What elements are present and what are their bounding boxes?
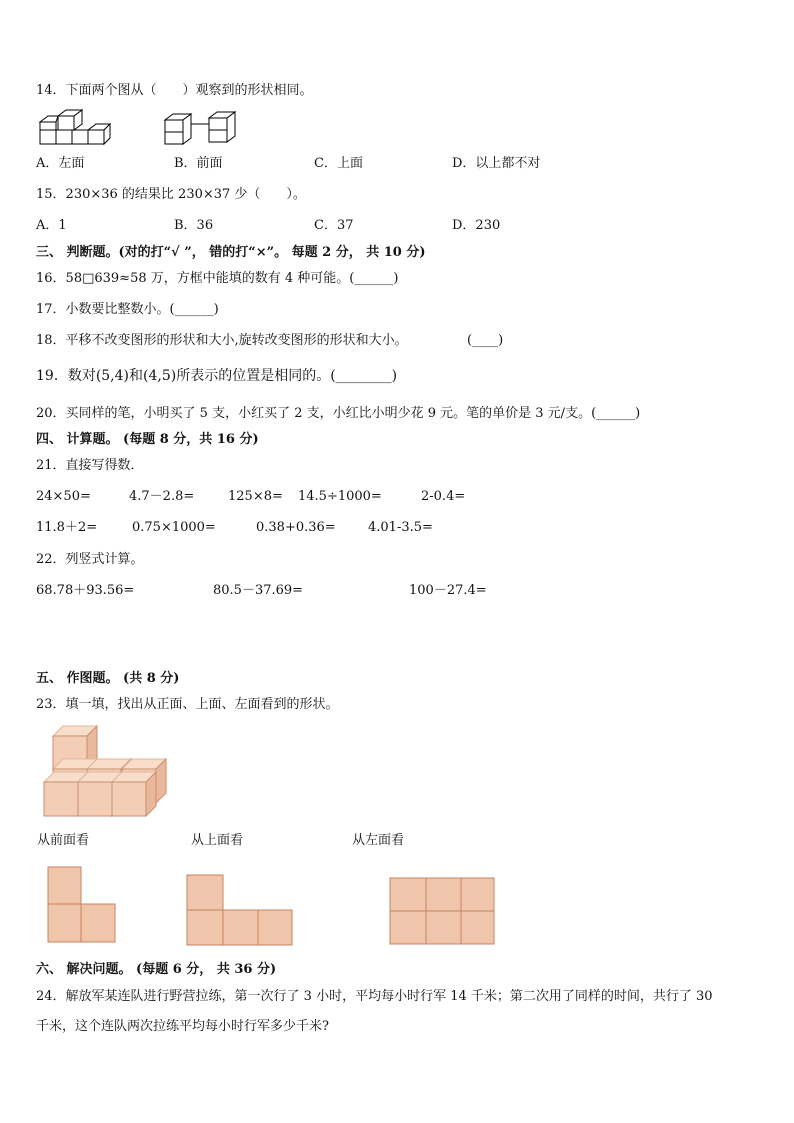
section-4-title: 四、 计算题。 (每题 8 分，共 16 分)	[36, 432, 259, 447]
q21-item: 11.8＋2=	[36, 520, 98, 535]
q15-option-c[interactable]: C．37	[314, 218, 354, 233]
q18-blank[interactable]: (____)	[467, 333, 504, 348]
q21-item: 2-0.4=	[421, 489, 466, 504]
q14-figure-left	[38, 110, 110, 148]
q17-text: 17．小数要比整数小。(______)	[36, 302, 219, 317]
q19-text: 19．数对(5,4)和(4,5)所表示的位置是相同的。(________)	[36, 368, 398, 384]
top-view-grid	[186, 874, 296, 948]
q14-option-a[interactable]: A．左面	[36, 156, 85, 171]
q14-option-d[interactable]: D．以上都不对	[452, 156, 541, 171]
q15-option-b[interactable]: B．36	[174, 218, 214, 233]
q21-item: 125×8=	[228, 489, 283, 504]
q21-stem: 21．直接写得数．	[36, 458, 144, 473]
q23-stem: 23．填一填，找出从正面、上面、左面看到的形状。	[36, 697, 339, 712]
q15-option-d[interactable]: D．230	[452, 218, 501, 233]
q14-figure-right	[163, 110, 239, 146]
section-5-title: 五、 作图题。 (共 8 分)	[36, 671, 180, 686]
view-label-left: 从左面看	[352, 833, 405, 848]
q21-item: 0.75×1000=	[132, 520, 216, 535]
q22-item: 80.5－37.69=	[213, 583, 304, 598]
q22-stem: 22．列竖式计算。	[36, 552, 144, 567]
q16-text: 16．58□639≈58 万，方框中能填的数有 4 种可能。(______)	[36, 271, 399, 286]
section-3-title: 三、 判断题。(对的打“√ ”， 错的打“×”。 每题 2 分， 共 10 分)	[36, 245, 426, 260]
q22-item: 100－27.4=	[409, 583, 487, 598]
left-view-grid	[389, 877, 499, 947]
q21-item: 14.5÷1000=	[298, 489, 382, 504]
q20-text: 20．买同样的笔，小明买了 5 支，小红买了 2 支，小红比小明少花 9 元。笔的单价是 3 元/支。(______)	[36, 406, 641, 421]
q24-line1: 24．解放军某连队进行野营拉练，第一次行了 3 小时，平均每小时行军 14 千米；第二次用了同样的时间，共行了 30	[36, 989, 713, 1004]
q14-stem: 14．下面两个图从（ ）观察到的形状相同。	[36, 83, 313, 98]
q22-item: 68.78＋93.56=	[36, 583, 135, 598]
q14-option-c[interactable]: C．上面	[314, 156, 363, 171]
q15-option-a[interactable]: A．1	[36, 218, 67, 233]
front-view-grid	[47, 866, 119, 946]
q24-line2: 千米，这个连队两次拉练平均每小时行军多少千米?	[36, 1019, 329, 1034]
section-6-title: 六、 解决问题。 (每题 6 分， 共 36 分)	[36, 962, 277, 977]
q21-item: 4.7－2.8=	[129, 489, 195, 504]
view-label-front: 从前面看	[37, 833, 90, 848]
q23-cube-figure	[42, 726, 172, 818]
q21-item: 24×50=	[36, 489, 91, 504]
q15-stem: 15．230×36 的结果比 230×37 少（ ）。	[36, 187, 306, 202]
q14-option-b[interactable]: B．前面	[174, 156, 223, 171]
q18-text: 18．平移不改变图形的形状和大小,旋转改变图形的形状和大小。	[36, 333, 408, 348]
q21-item: 0.38+0.36=	[256, 520, 336, 535]
q21-item: 4.01-3.5=	[368, 520, 433, 535]
view-label-top: 从上面看	[191, 833, 244, 848]
